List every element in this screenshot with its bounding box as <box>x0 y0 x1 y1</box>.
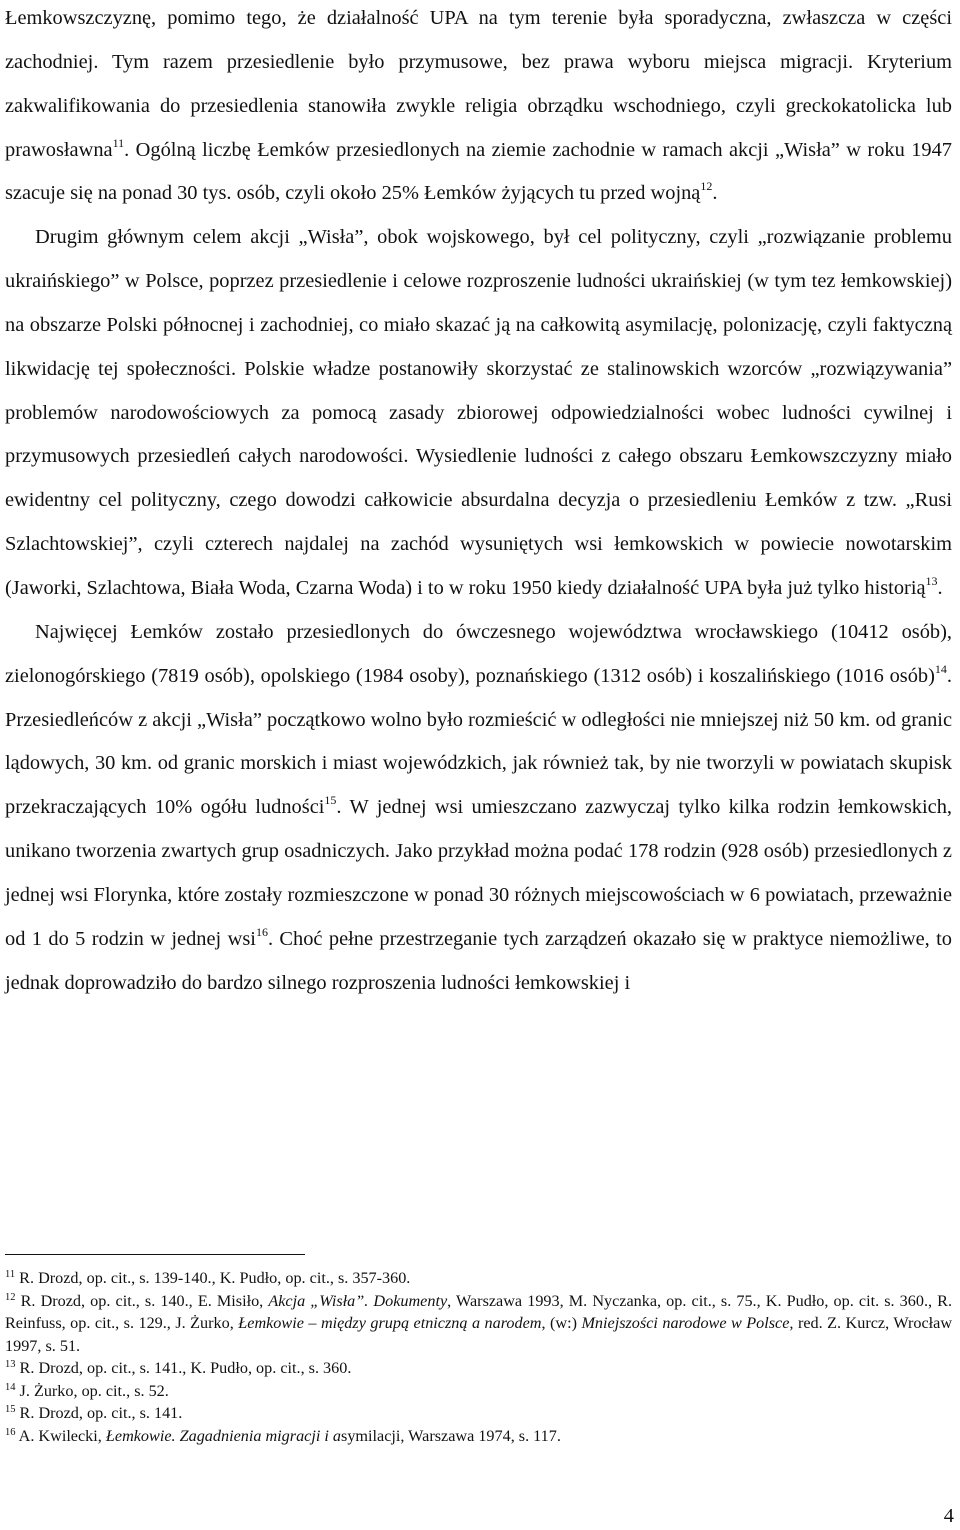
footnote-number: 11 <box>5 1269 16 1280</box>
footnote-number: 16 <box>5 1426 16 1438</box>
page-number: 4 <box>943 1505 954 1527</box>
footnote-ref-15[interactable]: 15 <box>324 793 337 808</box>
footnotes <box>5 1267 952 1447</box>
paragraph-3 <box>5 611 952 1006</box>
paragraph-2-text-a: Drugim głównym celem akcji „Wisła”, obok wojskowego, był cel polityczny, czyli „rozwiązanie problemu ukraińskiego” w Polsce, poprzez przesiedlenie i celowe rozproszenie ludności ukraińskiej (w tym tez łemkowskiej) na obszarze Polski północnej i zachodniej, co miało skazać ją na całkowitą asymilację, polonizację, czyli faktyczną likwidację tej społeczności. Polskie władze postanowiły skorzystać ze stalinowskich wzorców „rozwiązywania” problemów narodowościowych za pomocą zasady zbiorowej odpowiedzialności wobec ludności cywilnej i przymusowych przesiedleń całych narodowości. Wysiedlenie ludności z całego obszaru Łemkowszczyzny miało ewidentny cel polityczny, czego dowodzi całkowicie absurdalna decyzja o przesiedleniu Łemków z tzw. „Rusi Szlachtowskiej”, czyli czterech najdalej na zachód wysuniętych wsi łemkowskich w powiecie nowotarskim (Jaworki, Szlachtowa, Biała Woda, Czarna Woda) i to w roku 1950 kiedy działalność UPA była już tylko historią <box>5 226 952 599</box>
paragraph-1-text-a: Łemkowszczyznę, pomimo tego, że działalność UPA na tym terenie była sporadyczna, zwłaszcza w części zachodniej. Tym razem przesiedlenie było przymusowe, bez prawa wyboru miejsca migracji. Kryterium zakwalifikowania do przesiedlenia stanowiła zwykle religia obrządku wschodniego, czyli greckokatolicka lub prawosławna <box>5 7 952 161</box>
footnote-ref-12[interactable]: 12 <box>700 179 713 194</box>
paragraph-2-text-b: . <box>937 576 943 599</box>
footnote-text: R. Drozd, op. cit., s. 141., K. Pudło, op. cit., s. 360. <box>15 1359 352 1377</box>
footnote-16 <box>5 1425 952 1448</box>
footnote-text: , Warszawa 1993, M. Nyczanka, op. cit., s. 75., K. Pudło, op. cit. s. 360., R. Reinfuss, op. cit., s. 129., J. Żurko, <box>5 1291 953 1332</box>
footnote-ref-14[interactable]: 14 <box>934 661 947 676</box>
paragraph-1 <box>5 0 952 216</box>
paragraph-1-text-b: . Ogólną liczbę Łemków przesiedlonych na ziemie zachodnie w ramach akcji „Wisła” w roku 1947 szacuje się na ponad 30 tys. osób, czyli około 25% Łemków żyjących tu przed wojną <box>5 138 952 205</box>
footnote-number: 13 <box>5 1359 16 1370</box>
footnote-title: Akcja „Wisła”. Dokumenty <box>268 1291 448 1310</box>
footnote-title: Łemkowie. Zagadnienia migracji i a <box>105 1426 342 1445</box>
footnote-15 <box>5 1402 952 1425</box>
footnote-text: R. Drozd, op. cit., s. 141. <box>15 1404 183 1422</box>
footnote-11 <box>5 1267 952 1290</box>
footnote-title: Mniejszości narodowe w Polsce, <box>581 1314 794 1332</box>
paragraph-3-text-d: . Choć pełne przestrzeganie tych zarządzeń okazało się w praktyce niemożliwe, to jednak doprowadziło do bardzo silnego rozproszenia ludności łemkowskiej i <box>5 927 952 994</box>
footnote-ref-13[interactable]: 13 <box>925 573 938 588</box>
footnote-14 <box>5 1380 952 1403</box>
footnote-text: , (w:) <box>541 1314 582 1332</box>
paragraph-3-text-a: Najwięcej Łemków zostało przesiedlonych do ówczesnego województwa wrocławskiego (10412 osób), zielonogórskiego (7819 osób), opolskiego (1984 osoby), poznańskiego (1312 osób) i koszalińskiego (1016 osób) <box>5 620 952 687</box>
footnote-text: red. Z. Kurcz, Wrocław 1997, s. 51. <box>5 1314 953 1355</box>
footnote-number: 14 <box>5 1381 16 1393</box>
footnote-text: R. Drozd, op. cit., s. 139-140., K. Pudło, op. cit., s. 357-360. <box>15 1269 411 1287</box>
footnote-text: A. Kwilecki, <box>15 1426 106 1445</box>
footnote-text: symilacji, Warszawa 1974, s. 117. <box>341 1426 561 1445</box>
footnote-ref-16[interactable]: 16 <box>255 924 268 939</box>
paragraph-1-text-c: . <box>712 182 718 205</box>
footnote-text: R. Drozd, op. cit., s. 140., E. Misiło, <box>15 1291 269 1310</box>
paragraph-2 <box>5 216 952 611</box>
footnote-title: Łemkowie – między grupą etniczną a narodem <box>238 1314 542 1332</box>
footnote-text: J. Żurko, op. cit., s. 52. <box>15 1381 169 1400</box>
footnote-number: 15 <box>5 1404 16 1415</box>
paragraph-3-text-b: . Przesiedleńców z akcji „Wisła” początkowo wolno było rozmieścić w odległości nie mniejszej niż 50 km. od granic lądowych, 30 km. od granic morskich i miast wojewódzkich, jak również tak, by nie tworzyli w powiatach skupisk przekraczających 10% ogółu ludności <box>5 664 952 819</box>
body-text <box>5 0 952 1005</box>
footnote-12 <box>5 1290 952 1358</box>
footnote-separator <box>5 1254 305 1255</box>
footnote-13 <box>5 1357 952 1380</box>
paragraph-3-text-c: . W jednej wsi umieszczano zazwyczaj tylko kilka rodzin łemkowskich, unikano tworzenia zwartych grup osadniczych. Jako przykład można podać 178 rodzin (928 osób) przesiedlonych z jednej wsi Florynka, które zostały rozmieszczone w ponad 30 różnych miejscowościach w 6 powiatach, przeważnie od 1 do 5 rodzin w jednej wsi <box>5 796 952 950</box>
footnote-ref-11[interactable]: 11 <box>112 135 125 150</box>
footnote-number: 12 <box>5 1291 16 1303</box>
